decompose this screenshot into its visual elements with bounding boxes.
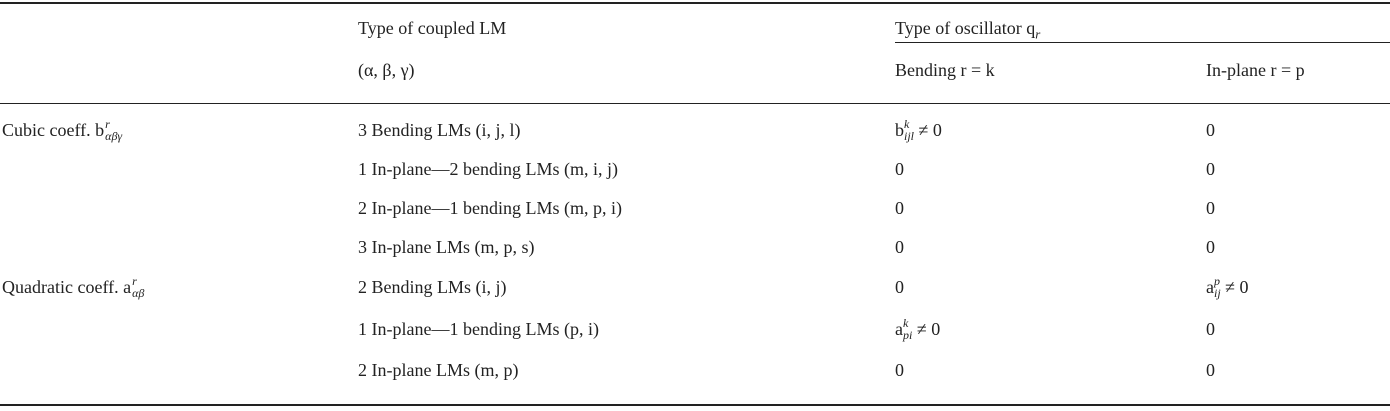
group-label-quadratic: Quadratic coeff. a r αβ: [2, 274, 145, 300]
table-row-lm-6: 1 In-plane—1 bending LMs (p, i): [358, 319, 599, 339]
oscillator-header: Type of oscillator $q_r$: [895, 18, 1041, 42]
group-label-cubic: Cubic coeff. b r αβγ: [2, 117, 123, 143]
table-row-lm-2: 1 In-plane—2 bending LMs (m, i, j): [358, 159, 618, 179]
table-row-bending-4: 0: [895, 237, 904, 257]
table-row-lm-4: 3 In-plane LMs (m, p, s): [358, 237, 535, 257]
table-row-inplane-3: 0: [1206, 198, 1215, 218]
table-row-bending-1: b k ijl ≠ 0: [895, 117, 942, 143]
table-row-lm-1: 3 Bending LMs (i, j, l): [358, 120, 521, 140]
table-row-bending-6: a k pi ≠ 0: [895, 316, 941, 342]
table-row-bending-7: 0: [895, 360, 904, 380]
coupled-lm-vars: (α, β, γ): [358, 60, 415, 80]
table-row-bending-5: 0: [895, 277, 904, 297]
table-row-inplane-6: 0: [1206, 319, 1215, 339]
table-top-rule: [0, 2, 1390, 4]
table-row-inplane-4: 0: [1206, 237, 1215, 257]
inplane-column-header: In-plane r = p: [1206, 60, 1305, 80]
table-bottom-rule: [0, 404, 1390, 406]
oscillator-header-rule: [895, 42, 1390, 43]
coupled-lm-header: Type of coupled LM: [358, 18, 507, 38]
table-row-bending-2: 0: [895, 159, 904, 179]
table-row-bending-3: 0: [895, 198, 904, 218]
table-row-lm-3: 2 In-plane—1 bending LMs (m, p, i): [358, 198, 622, 218]
table-row-inplane-1: 0: [1206, 120, 1215, 140]
table-row-inplane-5: a p ij ≠ 0: [1206, 274, 1249, 300]
bending-column-header: Bending r = k: [895, 60, 995, 80]
table-row-inplane-7: 0: [1206, 360, 1215, 380]
table-row-lm-7: 2 In-plane LMs (m, p): [358, 360, 519, 380]
header-rule: [0, 103, 1390, 104]
table-row-lm-5: 2 Bending LMs (i, j): [358, 277, 507, 297]
table-row-inplane-2: 0: [1206, 159, 1215, 179]
